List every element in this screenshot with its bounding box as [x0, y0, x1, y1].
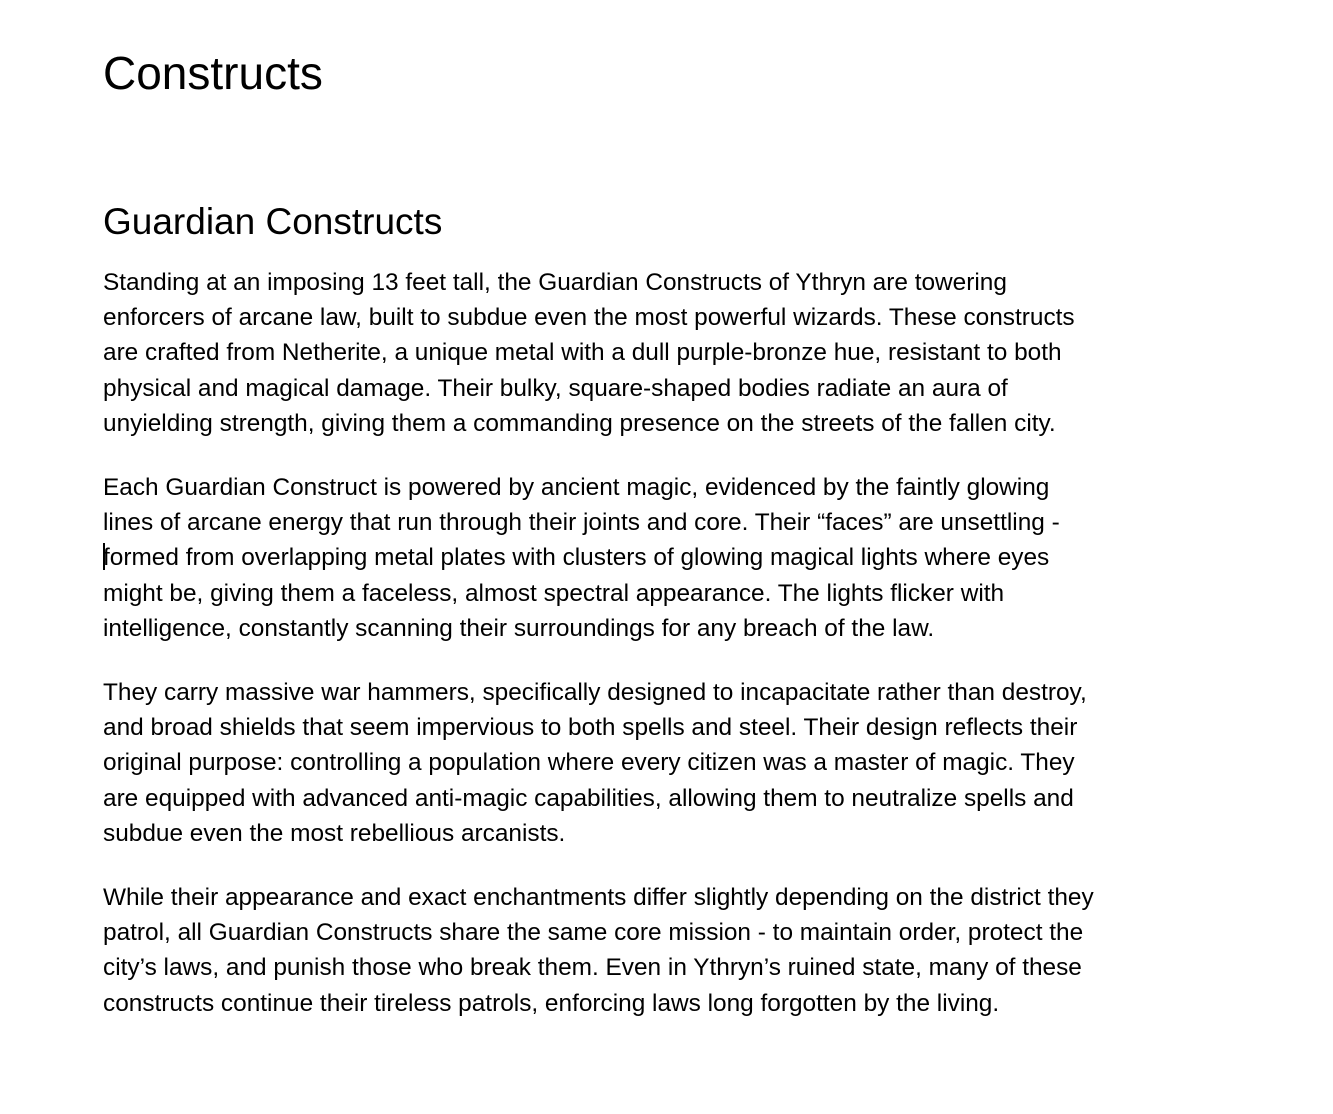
text-line[interactable]: Each Guardian Construct is powered by ancient magic, evidenced by the faintly glowing: [103, 474, 1050, 502]
text-line[interactable]: formed from overlapping metal plates with clusters of glowing magical lights where eyes: [103, 544, 1050, 572]
text-line[interactable]: lines of arcane energy that run through their joints and core. Their “faces” are unsettling -: [103, 509, 1060, 537]
paragraph-1[interactable]: [103, 265, 1213, 441]
text-line[interactable]: are equipped with advanced anti-magic capabilities, allowing them to neutralize spells and: [103, 784, 1074, 812]
text-line[interactable]: city’s laws, and punish those who break them. Even in Ythryn’s ruined state, many of these: [103, 954, 1082, 982]
text-line[interactable]: might be, giving them a faceless, almost spectral appearance. The lights flicker with: [103, 579, 1005, 607]
text-line[interactable]: Standing at an imposing 13 feet tall, the Guardian Constructs of Ythryn are towering: [103, 269, 1007, 296]
document-body[interactable]: [103, 265, 1213, 1021]
document-title[interactable]: Constructs: [103, 47, 323, 99]
text-line[interactable]: physical and magical damage. Their bulky, square-shaped bodies radiate an aura of: [103, 374, 1008, 402]
text-line[interactable]: intelligence, constantly scanning their surroundings for any breach of the law.: [103, 614, 935, 642]
paragraph-4[interactable]: [103, 880, 1213, 1021]
text-line[interactable]: are crafted from Netherite, a unique metal with a dull purple-bronze hue, resistant to both: [103, 339, 1062, 367]
paragraph-2[interactable]: [103, 470, 1213, 646]
text-line[interactable]: constructs continue their tireless patrols, enforcing laws long forgotten by the living.: [103, 989, 1000, 1017]
text-line[interactable]: and broad shields that seem impervious to both spells and steel. Their design reflects their: [103, 714, 1078, 742]
paragraph-3[interactable]: [103, 675, 1213, 851]
section-heading[interactable]: Guardian Constructs: [103, 201, 443, 242]
text-line[interactable]: patrol, all Guardian Constructs share the same core mission - to maintain order, protect the: [103, 919, 1084, 947]
text-line[interactable]: While their appearance and exact enchantments differ slightly depending on the district they: [103, 884, 1094, 912]
text-line[interactable]: unyielding strength, giving them a commanding presence on the streets of the fallen city.: [103, 409, 1056, 437]
text-line[interactable]: subdue even the most rebellious arcanists.: [103, 819, 566, 847]
text-line[interactable]: enforcers of arcane law, built to subdue even the most powerful wizards. These constructs: [103, 304, 1075, 332]
text-line-with-caret[interactable]: [103, 540, 1213, 575]
text-line[interactable]: original purpose: controlling a population where every citizen was a master of magic. They: [103, 749, 1075, 777]
text-line[interactable]: They carry massive war hammers, specifically designed to incapacitate rather than destroy,: [103, 679, 1087, 707]
